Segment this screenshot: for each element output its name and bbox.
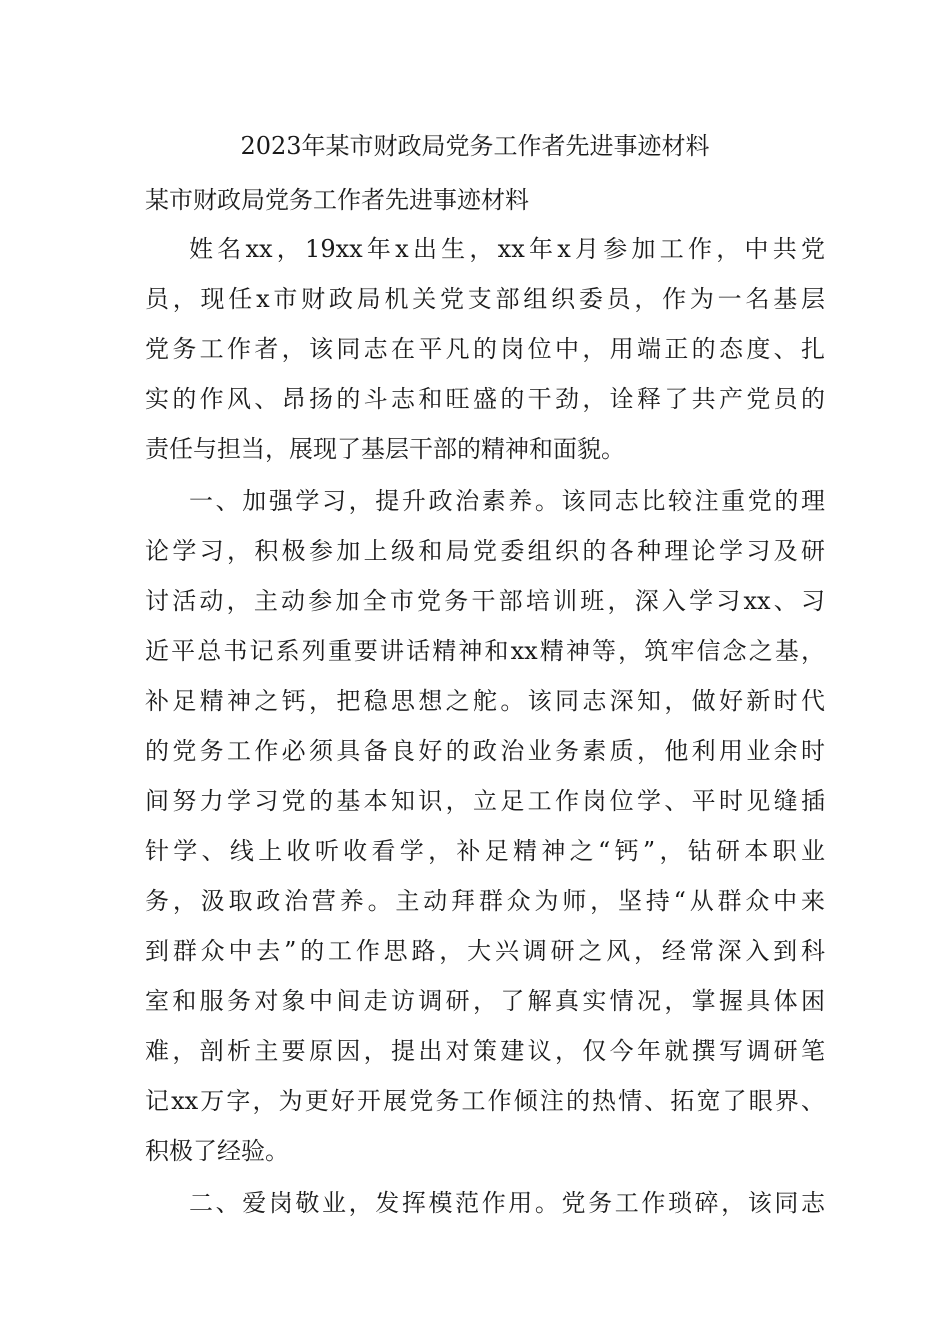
text-line: 记xx万字，为更好开展党务工作倾注的热情、拓宽了眼界、 <box>145 1087 825 1115</box>
document-subtitle: 某市财政局党务工作者先进事迹材料 <box>145 186 529 214</box>
text-line: 间努力学习党的基本知识，立足工作岗位学、平时见缝插 <box>145 787 825 815</box>
text-line: 责任与担当，展现了基层干部的精神和面貌。 <box>145 435 625 463</box>
document-title: 2023年某市财政局党务工作者先进事迹材料 <box>240 132 710 160</box>
text-line: 积极了经验。 <box>145 1137 289 1165</box>
document-body <box>145 229 825 1233</box>
text-line: 党务工作者，该同志在平凡的岗位中，用端正的态度、扎 <box>145 335 825 363</box>
text-line: 针学、线上收听收看学，补足精神之“钙”，钻研本职业 <box>145 837 825 865</box>
text-line: 务，汲取政治营养。主动拜群众为师，坚持“从群众中来 <box>145 887 825 915</box>
paragraph-intro <box>145 229 825 479</box>
text-line: 讨活动，主动参加全市党务干部培训班，深入学习xx、习 <box>145 587 825 615</box>
text-line: 室和服务对象中间走访调研，了解真实情况，掌握具体困 <box>145 987 825 1015</box>
text-line: 论学习，积极参加上级和局党委组织的各种理论学习及研 <box>145 537 825 565</box>
paragraph-section-one <box>145 481 825 1181</box>
text-line: 实的作风、昂扬的斗志和旺盛的干劲，诠释了共产党员的 <box>145 385 825 413</box>
text-line: 的党务工作必须具备良好的政治业务素质，他利用业余时 <box>145 737 825 765</box>
text-line: 姓名xx，19xx年x出生，xx年x月参加工作，中共党 <box>189 235 825 263</box>
text-line: 二、爱岗敬业，发挥模范作用。党务工作琐碎，该同志 <box>189 1189 825 1217</box>
text-line: 补足精神之钙，把稳思想之舵。该同志深知，做好新时代 <box>145 687 825 715</box>
text-line: 近平总书记系列重要讲话精神和xx精神等，筑牢信念之基， <box>145 637 825 665</box>
paragraph-section-two <box>145 1183 825 1233</box>
text-line: 员，现任x市财政局机关党支部组织委员，作为一名基层 <box>145 285 825 313</box>
text-line: 难，剖析主要原因，提出对策建议，仅今年就撰写调研笔 <box>145 1037 825 1065</box>
text-line: 一、加强学习，提升政治素养。该同志比较注重党的理 <box>189 487 825 515</box>
text-line: 到群众中去”的工作思路，大兴调研之风，经常深入到科 <box>145 937 825 965</box>
